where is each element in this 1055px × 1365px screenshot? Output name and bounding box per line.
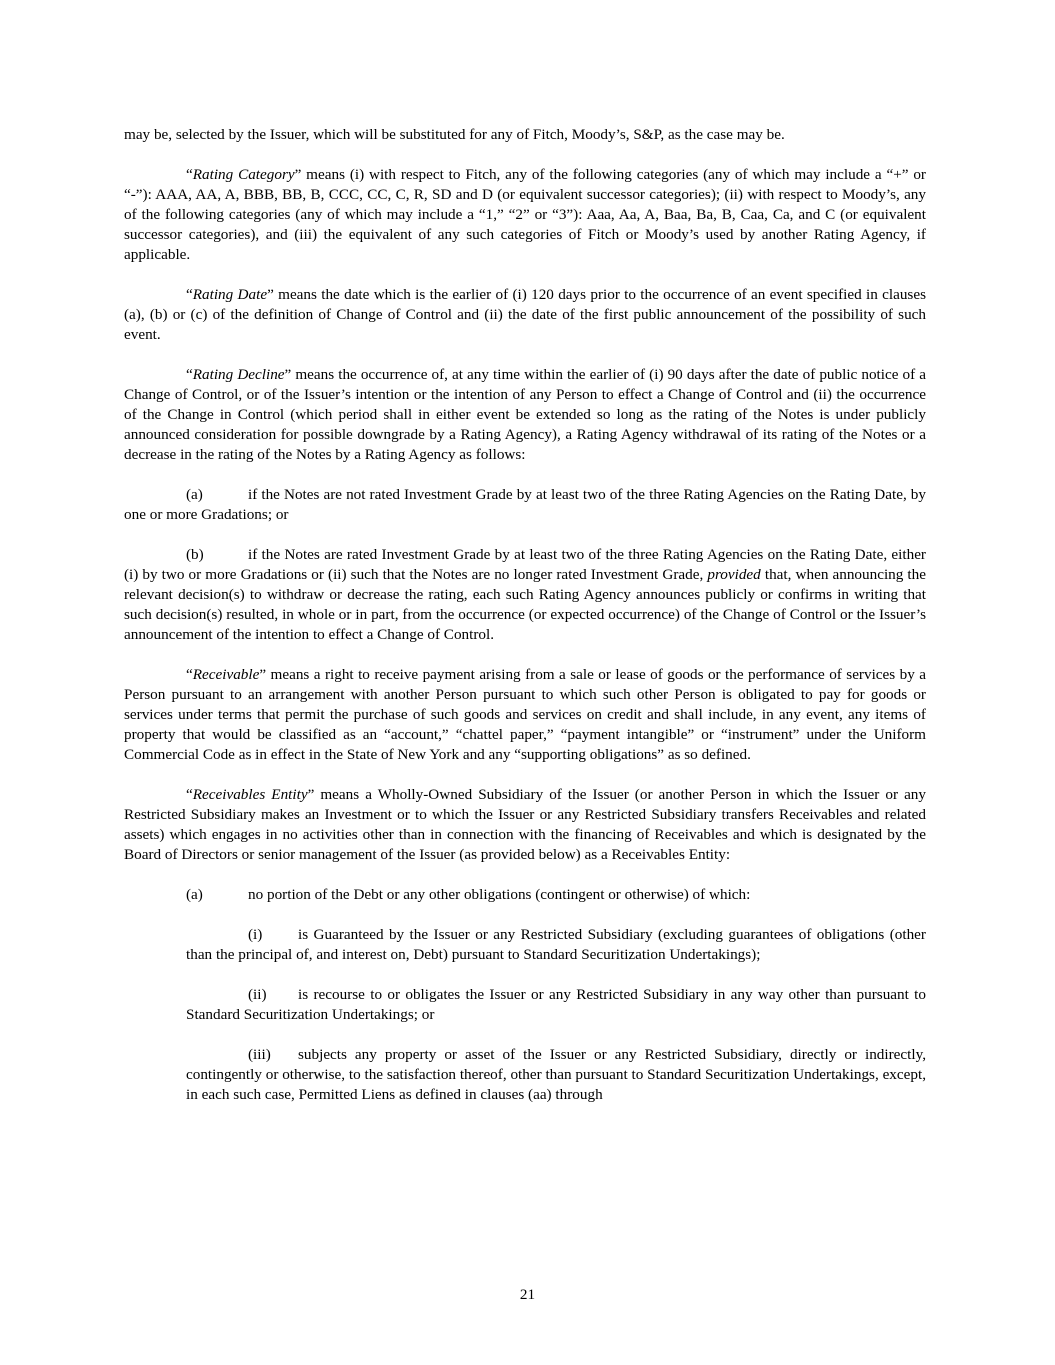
defined-term: Rating Decline xyxy=(192,366,285,383)
definition-rating-category: “Rating Category” means (i) with respect to Fitch, any of the following categories (any of which may include a “+” or “-”): AAA, AA, A, BBB, BB, B, CCC, CC, C, R, SD and D (or equivalent successor categories); (ii) with respect to Moody’s, any of the following categories (any of which may include a “1,” “2” or “3”): Aaa, Aa, A, Baa, Ba, B, Caa, Ca, and C (or equivalent successor categories), and (iii) the equivalent of any such categories of Fitch or Moody’s used by another Rating Agency, if applicable. xyxy=(124,166,926,263)
clause-label: (a) xyxy=(186,886,203,903)
page-number: 21 xyxy=(519,1286,536,1303)
definition-rating-date: “Rating Date” means the date which is the earlier of (i) 120 days prior to the occurrence of an event specified in clauses (a), (b) or (c) of the definition of Change of Control and (ii) the date of the first public announcement of the possibility of such event. xyxy=(124,286,926,343)
receivables-entity-clause-a: (a) no portion of the Debt or any other obligations (contingent or otherwise) of which: xyxy=(186,886,751,903)
receivables-entity-subclause-i: (i) is Guaranteed by the Issuer or any Restricted Subsidiary (excluding guarantees of obligations (other than the principal of, and interest on, Debt) pursuant to Standard Securitization Undertakings); xyxy=(186,926,926,963)
defined-term: Rating Category xyxy=(192,166,295,183)
rating-decline-clause-b: (b) if the Notes are rated Investment Grade by at least two of the three Rating Agencies on the Rating Date, either (i) by two or more Gradations or (ii) such that the Notes are no longer rated Investment Grade, provided that, when announcing the relevant decision(s) to withdraw or decrease the rating, each such Rating Agency announces publicly or confirms in writing that such decision(s) resulted, in whole or in part, from the occurrence (or expected occurrence) of the Change of Control or the Issuer’s announcement of the intention to effect a Change of Control. xyxy=(124,546,926,643)
receivables-entity-subclause-iii: (iii) subjects any property or asset of the Issuer or any Restricted Subsidiary, directly or indirectly, contingently or otherwise, to the satisfaction thereof, other than pursuant to Standard Securitization Undertakings, except, in each such case, Permitted Liens as defined in clauses (aa) through xyxy=(186,1046,926,1103)
definition-receivables-entity: “Receivables Entity” means a Wholly-Owned Subsidiary of the Issuer (or another Person in which the Issuer or any Restricted Subsidiary makes an Investment or to which the Issuer or any Restricted Subsidiary transfers Receivables and related assets) which engages in no activities other than in connection with the financing of Receivables and which is designated by the Board of Directors or senior management of the Issuer (as provided below) as a Receivables Entity: xyxy=(124,786,926,863)
document-body xyxy=(124,125,926,1125)
defined-term: Receivable xyxy=(192,666,260,683)
subclause-label: (ii) xyxy=(248,986,267,1003)
paragraph-continuation: may be, selected by the Issuer, which will be substituted for any of Fitch, Moody’s, S&P, as the case may be. xyxy=(124,126,785,143)
provided-term: provided xyxy=(707,566,761,583)
defined-term: Rating Date xyxy=(192,286,268,303)
subclause-label: (i) xyxy=(248,926,263,943)
definition-rating-decline: “Rating Decline” means the occurrence of, at any time within the earlier of (i) 90 days after the date of public notice of a Change of Control, or of the Issuer’s intention or the intention of any Person to effect a Change of Control and (ii) the occurrence of the Change in Control (which period shall in either event be extended so long as the rating of the Notes is under publicly announced consideration for possible downgrade by a Rating Agency), a Rating Agency withdrawal of its rating of the Notes or a decrease in the rating of the Notes by a Rating Agency as follows: xyxy=(124,366,926,463)
defined-term: Receivables Entity xyxy=(192,786,308,803)
receivables-entity-subclause-ii: (ii) is recourse to or obligates the Issuer or any Restricted Subsidiary in any way other than pursuant to Standard Securitization Undertakings; or xyxy=(186,986,926,1023)
definition-receivable: “Receivable” means a right to receive payment arising from a sale or lease of goods or the performance of services by a Person pursuant to an arrangement with another Person pursuant to which such other Person is obligated to pay for goods or services under terms that permit the purchase of such goods and services on credit and shall include, in any event, any items of property that would be classified as an “account,” “chattel paper,” “payment intangible” or “instrument” under the Uniform Commercial Code as in effect in the State of New York and any “supporting obligations” as so defined. xyxy=(124,666,926,763)
clause-label: (b) xyxy=(186,546,204,563)
rating-decline-clause-a: (a) if the Notes are not rated Investment Grade by at least two of the three Rating Agencies on the Rating Date, by one or more Gradations; or xyxy=(124,486,926,523)
clause-label: (a) xyxy=(186,486,203,503)
subclause-label: (iii) xyxy=(248,1046,271,1063)
